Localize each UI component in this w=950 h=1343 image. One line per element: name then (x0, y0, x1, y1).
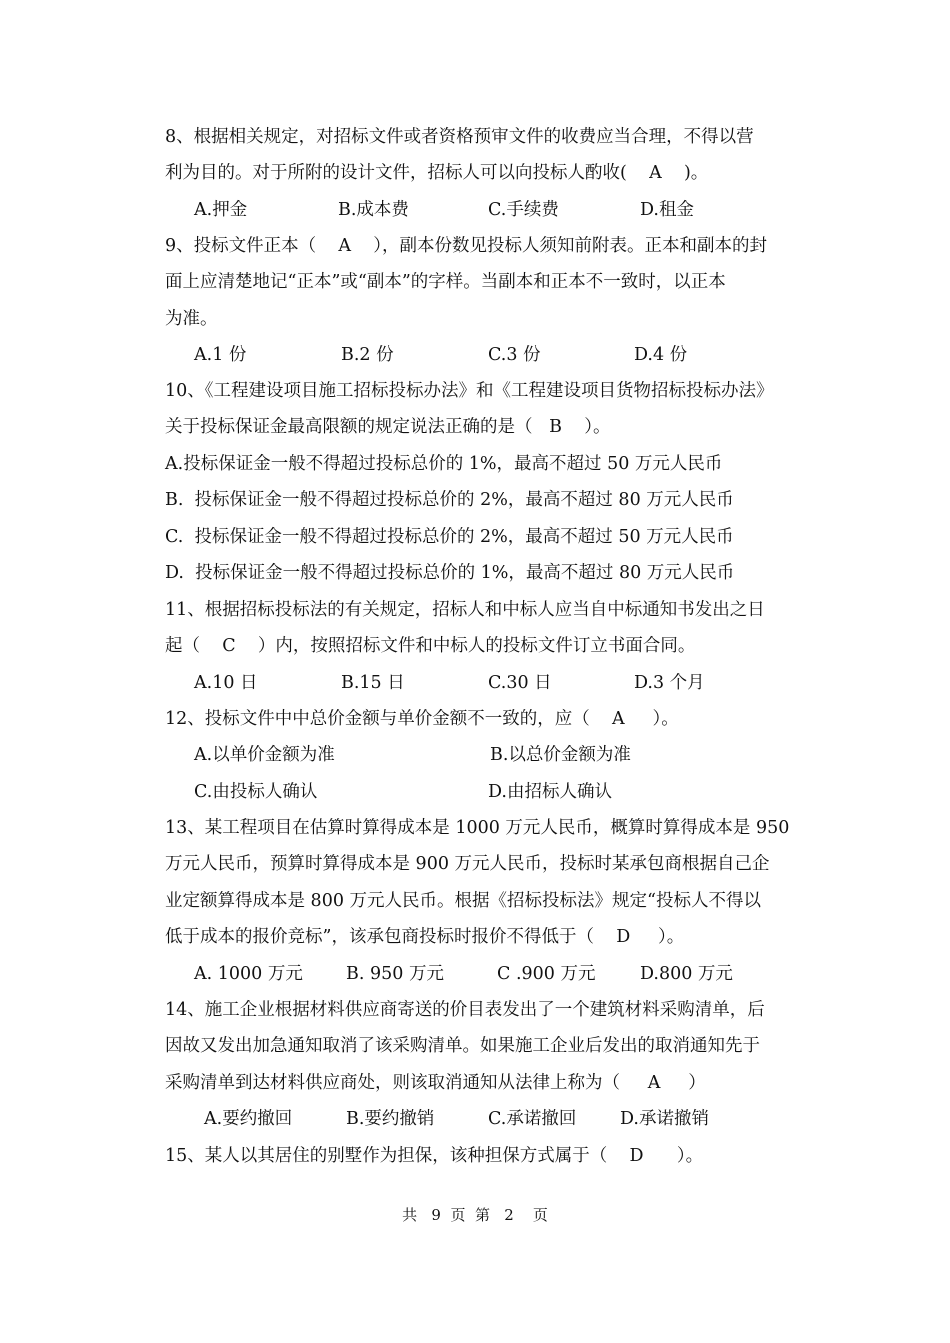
q13-option-d: D.800 万元 (640, 964, 733, 984)
q15-line-1: 15、某人以其居住的别墅作为担保，该种担保方式属于（ D ）。 (165, 1146, 704, 1166)
q13-option-c: C .900 万元 (497, 964, 596, 984)
q10-line-1: 10、《工程建设项目施工招标投标办法》和《工程建设项目货物招标投标办法》 (165, 381, 774, 401)
q12-option-c: C.由投标人确认 (194, 782, 318, 802)
q13-line-1: 13、某工程项目在估算时算得成本是 1000 万元人民币，概算时算得成本是 950 (165, 818, 790, 838)
q9-option-a: A.1 份 (194, 345, 247, 365)
q10-option-c: C. 投标保证金一般不得超过投标总价的 2%，最高不超过 50 万元人民币 (165, 527, 734, 547)
page-footer: 共 9 页 第 2 页 (402, 1206, 548, 1224)
q14-option-b: B.要约撤销 (346, 1109, 435, 1129)
q13-option-a: A. 1000 万元 (194, 964, 303, 984)
q9-option-d: D.4 份 (634, 345, 688, 365)
q9-line-2: 面上应清楚地记“正本”或“副本”的字样。当副本和正本不一致时，以正本 (165, 272, 726, 292)
q9-line-3: 为准。 (165, 309, 218, 329)
q8-line-2: 利为目的。对于所附的设计文件，招标人可以向投标人酌收( A )。 (165, 163, 709, 183)
q12-option-b: B.以总价金额为准 (490, 745, 631, 765)
q11-option-d: D.3 个月 (634, 673, 705, 693)
q13-line-3: 业定额算得成本是 800 万元人民币。根据《招标投标法》规定“投标人不得以 (165, 891, 761, 911)
q10-option-a: A.投标保证金一般不得超过投标总价的 1%，最高不超过 50 万元人民币 (165, 454, 723, 474)
q13-option-b: B. 950 万元 (346, 964, 444, 984)
q14-line-3: 采购清单到达材料供应商处，则该取消通知从法律上称为（ A ） (165, 1073, 706, 1093)
q14-option-a: A.要约撤回 (204, 1109, 293, 1129)
q11-option-a: A.10 日 (194, 673, 258, 693)
q10-option-b: B. 投标保证金一般不得超过投标总价的 2%，最高不超过 80 万元人民币 (165, 490, 734, 510)
q12-option-a: A.以单价金额为准 (194, 745, 335, 765)
q14-option-c: C.承诺撤回 (488, 1109, 577, 1129)
q11-line-1: 11、根据招标投标法的有关规定，招标人和中标人应当自中标通知书发出之日 (165, 600, 765, 620)
q14-line-2: 因故又发出加急通知取消了该采购清单。如果施工企业后发出的取消通知先于 (165, 1036, 760, 1056)
q8-option-c: C.手续费 (488, 200, 559, 220)
q11-option-b: B.15 日 (341, 673, 405, 693)
q8-line-1: 8、根据相关规定，对招标文件或者资格预审文件的收费应当合理，不得以营 (165, 127, 754, 147)
q10-line-2: 关于投标保证金最高限额的规定说法正确的是（ B ）。 (165, 417, 611, 437)
q14-line-1: 14、施工企业根据材料供应商寄送的价目表发出了一个建筑材料采购清单，后 (165, 1000, 765, 1020)
q10-option-d: D. 投标保证金一般不得超过投标总价的 1%，最高不超过 80 万元人民币 (165, 563, 735, 583)
q8-option-d: D.租金 (640, 200, 694, 220)
q9-option-c: C.3 份 (488, 345, 541, 365)
q8-option-b: B.成本费 (338, 200, 409, 220)
q11-line-2: 起（ C ）内，按照招标文件和中标人的投标文件订立书面合同。 (165, 636, 696, 656)
q8-option-a: A.押金 (194, 200, 248, 220)
q11-option-c: C.30 日 (488, 673, 552, 693)
q13-line-2: 万元人民币，预算时算得成本是 900 万元人民币，投标时某承包商根据自己企 (165, 854, 770, 874)
q9-line-1: 9、投标文件正本（ A ），副本份数见投标人须知前附表。正本和副本的封 (165, 236, 768, 256)
q14-option-d: D.承诺撤销 (620, 1109, 709, 1129)
q12-line-1: 12、投标文件中中总价金额与单价金额不一致的，应（ A ）。 (165, 709, 679, 729)
q12-option-d: D.由招标人确认 (488, 782, 612, 802)
q9-option-b: B.2 份 (341, 345, 394, 365)
q13-line-4: 低于成本的报价竞标”，该承包商投标时报价不得低于（ D ）。 (165, 927, 685, 947)
